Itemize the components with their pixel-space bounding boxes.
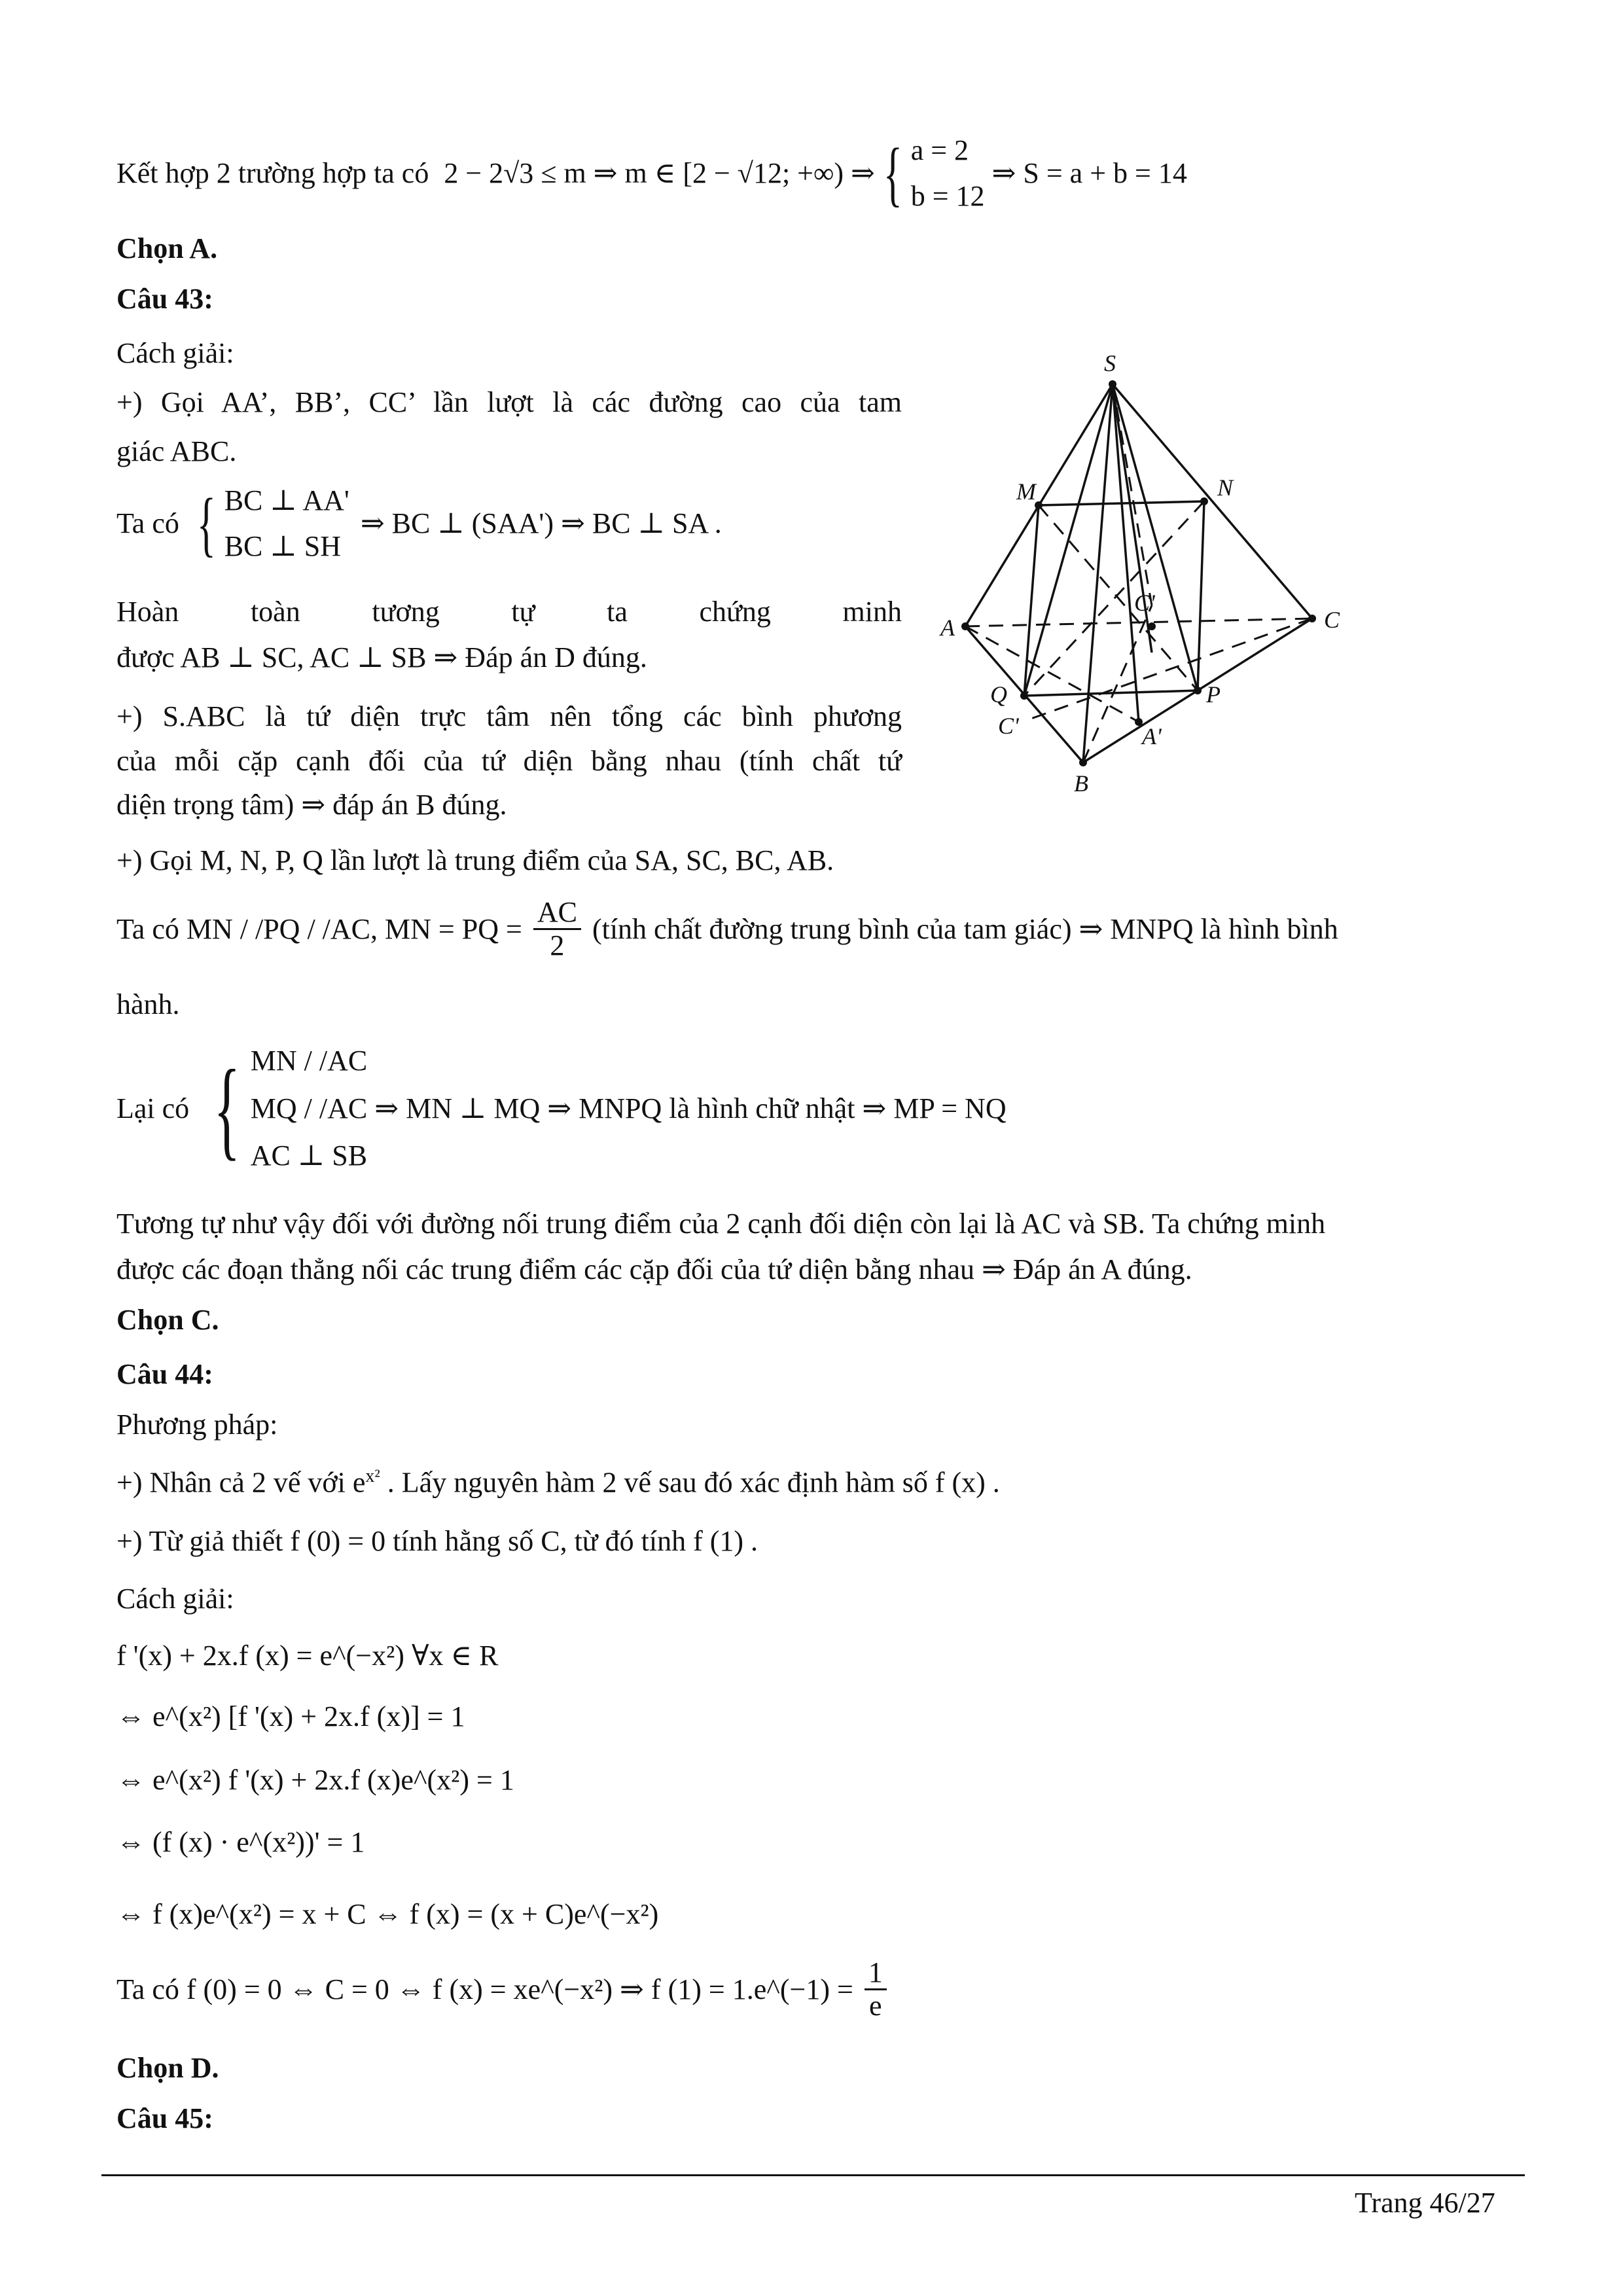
q43-system-a [116,478,722,570]
edge-NP [1198,501,1204,691]
q42-answer: Chọn A. [116,232,218,264]
label-M: M [1016,478,1036,505]
sysB-brace: { [213,1047,241,1170]
fraction-denominator: 2 [550,929,565,962]
edge-QP [1024,691,1198,696]
q44-title: Câu 44: [116,1358,213,1390]
footer-rule [101,2174,1525,2176]
q44-m2: +) Từ giả thiết f (0) = 0 tính hằng số C, từ đó tính f (1) . [116,1525,758,1557]
one-over-e-fraction [865,1957,887,2022]
q44-m1 [116,1466,1000,1499]
q43-p3b: của mỗi cặp cạnh đối của tứ diện bằng nhau (tính chất tứ [116,745,902,777]
ac-over-2-fraction [533,897,581,962]
vertex-A [961,622,969,630]
vertex-B [1079,759,1087,766]
vertex-N [1200,497,1208,505]
edge-SC-prime [1113,384,1152,605]
vertex-S [1109,380,1116,388]
label-A: A [940,615,955,641]
eq6-pre: Ta có f (0) = 0 ⇔ C = 0 ⇔ f (x) = xe^(−x²) ⇒ f (1) = 1.e^(−1) = [116,1973,853,2005]
sysB-line2: MQ / /AC ⇒ MN ⊥ MQ ⇒ MNPQ là hình chữ nhật ⇒ MP = NQ [250,1092,1007,1124]
taco-label: Ta có [116,507,179,540]
p5-pre: Ta có MN / /PQ / /AC, MN = PQ = [116,912,522,945]
sysA-brace: { [196,484,216,564]
label-Q: Q [990,681,1007,708]
q43-title: Câu 43: [116,283,213,315]
label-P: P [1206,681,1221,708]
sysB-line3: AC ⊥ SB [250,1139,368,1172]
intro-system [911,128,985,220]
edge-CC-prime [1027,619,1312,720]
q44-eq6 [116,1957,891,2022]
label-S: S [1104,350,1116,376]
m1-post: . Lấy nguyên hàm 2 vế sau đó xác định hàm số f (x) . [380,1466,1000,1499]
q44-method: Phương pháp: [116,1408,278,1441]
intro-sys-a: a = 2 [910,134,969,166]
intro-brace: { [883,134,902,214]
intro-result: ⇒ S = a + b = 14 [991,157,1187,190]
eq6-denominator: e [869,1990,882,2022]
vertex-P [1194,687,1202,694]
label-N: N [1217,475,1234,501]
label-B: B [1074,770,1088,797]
label-C-prime-bottom: C' [998,713,1019,739]
intro-sys-b: b = 12 [910,180,985,213]
q43-p5b: hành. [116,988,180,1020]
q43-answer: Chọn C. [116,1304,219,1336]
intro-text: Kết hợp 2 trường hợp ta có [116,157,429,190]
q43-p1a: +) Gọi AA’, BB’, CC’ lần lượt là các đường cao của tam [116,386,902,418]
q44-solution: Cách giải: [116,1583,234,1615]
q44-eq5: ⇔ f (x)e^(x²) = x + C ⇔ f (x) = (x + C)e^(−x²) [116,1898,659,1930]
q43-p6b: được các đoạn thẳng nối các trung điểm các cặp đối của tứ diện bằng nhau ⇒ Đáp án A đúng. [116,1253,1192,1285]
q43-p2a: Hoàn toàn tương tự ta chứng minh [116,596,902,628]
q43-p3c: diện trọng tâm) ⇒ đáp án B đúng. [116,789,507,821]
q43-p2b: được AB ⊥ SC, AC ⊥ SB ⇒ Đáp án D đúng. [116,641,647,673]
q43-p6a: Tương tự như vậy đối với đường nối trung điểm của 2 cạnh đối diện còn lại là AC và SB. Ta chứng minh [116,1208,1326,1240]
edge-SB [1083,384,1113,762]
hidden-edges [965,384,1312,762]
label-A-prime: A' [1142,723,1162,749]
q44-eq2: ⇔ e^(x²) [f '(x) + 2x.f (x)] = 1 [116,1700,465,1732]
intro-line [116,128,1187,220]
q44-eq1: f '(x) + 2x.f (x) = e^(−x²) ∀x ∈ R [116,1640,499,1672]
m1-sup: x² [365,1466,380,1486]
q43-method: Cách giải: [116,337,234,369]
q44-eq4: ⇔ (f (x) · e^(x²))' = 1 [116,1826,365,1858]
q45-title: Câu 45: [116,2102,213,2134]
label-C-prime-top: C' [1134,590,1155,616]
sysB-lines [251,1037,1007,1180]
q43-p4: +) Gọi M, N, P, Q lần lượt là trung điểm của SA, SC, BC, AB. [116,844,834,876]
sysA-lines [224,478,349,570]
q43-p1b: giác ABC. [116,435,237,467]
laico-label: Lại có [116,1092,190,1124]
vertex-H [1148,622,1156,630]
sysA-line2: BC ⊥ SH [224,530,342,563]
q43-system-b [116,1037,1007,1180]
page-number: Trang 46/27 [1355,2187,1495,2219]
p5-post: (tính chất đường trung bình của tam giác) ⇒ MNPQ là hình bình [592,912,1338,945]
q43-p5 [116,897,1338,962]
fraction-numerator: AC [533,897,581,930]
q43-p3a: +) S.ABC là tứ diện trực tâm nên tổng các bình phương [116,700,902,732]
label-C: C [1324,607,1340,633]
intro-math: 2 − 2√3 ≤ m ⇒ m ∈ [2 − √12; +∞) ⇒ [444,157,875,190]
vertex-Q [1020,692,1028,700]
edge-AA-prime [965,626,1139,722]
q44-answer: Chọn D. [116,2052,219,2084]
q44-eq3: ⇔ e^(x²) f '(x) + 2x.f (x)e^(x²) = 1 [116,1764,514,1796]
tetrahedron-svg [926,344,1345,802]
sysB-line1: MN / /AC [250,1045,368,1077]
tetrahedron-figure [926,344,1345,802]
m1-pre: +) Nhân cả 2 vế với e [116,1466,366,1499]
diag-MP [1039,505,1198,691]
eq6-numerator: 1 [865,1957,887,1990]
sysA-result: ⇒ BC ⊥ (SAA') ⇒ BC ⊥ SA . [360,507,722,540]
vertex-C [1308,615,1316,622]
sysA-line1: BC ⊥ AA' [224,484,349,516]
